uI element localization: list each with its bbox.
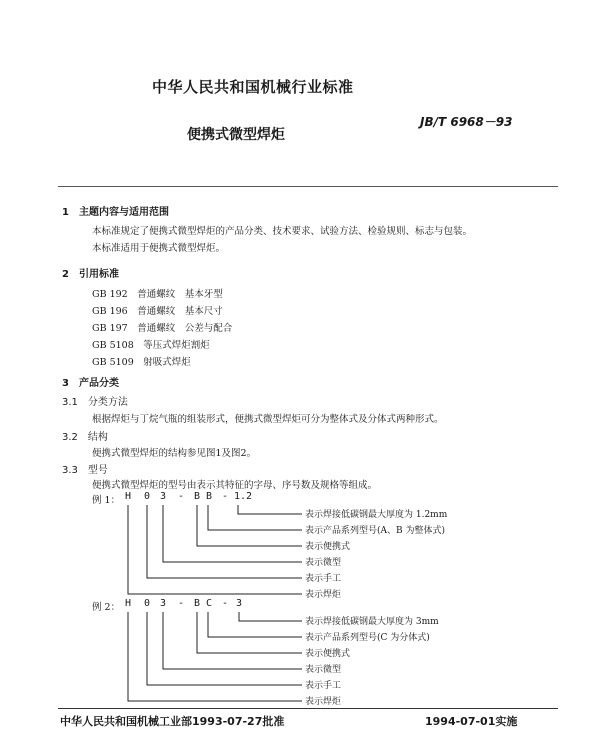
model-code-char: 3 <box>160 598 167 609</box>
leader-line <box>147 505 302 578</box>
section-1-paragraph-2: 本标准适用于便携式微型焊炬。 <box>92 243 226 254</box>
section-3-3-heading: 3.3 型号 <box>62 465 108 476</box>
reference-item: GB 197 普通螺纹 公差与配合 <box>92 323 233 334</box>
leader-line <box>208 612 302 637</box>
model-code-char: 0 <box>144 598 151 609</box>
example-1-prefix: 例 1： <box>92 495 121 506</box>
model-code-char: B <box>206 491 213 502</box>
section-3-2-heading: 3.2 结构 <box>62 432 108 443</box>
leader-line <box>128 505 302 594</box>
example-1-label: 表示焊炬 <box>305 590 342 600</box>
example-2-label: 表示手工 <box>305 681 342 691</box>
section-3-1-heading: 3.1 分类方法 <box>62 397 128 408</box>
model-code-char: - <box>222 598 229 609</box>
leader-line <box>239 612 302 621</box>
example-2-prefix: 例 2： <box>92 602 121 613</box>
leader-line <box>238 505 302 514</box>
model-code-char: 3 <box>160 491 167 502</box>
document-title: 便携式微型焊炬 <box>187 127 285 143</box>
model-code-char: - <box>178 598 185 609</box>
standard-number: JB/T 6968－93 <box>420 115 513 129</box>
model-code-char: 0 <box>144 491 151 502</box>
model-code-char: H <box>125 491 132 502</box>
effective-date: 1994-07-01实施 <box>425 715 518 728</box>
model-code-char: H <box>125 598 132 609</box>
example-1-label: 表示产品系列型号(A、B 为整体式) <box>305 526 445 536</box>
reference-item: GB 5108 等压式焊炬割炬 <box>92 340 210 351</box>
section-3-3-text: 便携式微型焊炬的型号由表示其特征的字母、序号数及规格等组成。 <box>92 480 378 491</box>
example-1-label: 表示便携式 <box>305 542 351 552</box>
reference-item: GB 5109 射吸式焊炬 <box>92 357 191 368</box>
model-code-char: - <box>222 491 229 502</box>
model-code-char: C <box>206 598 213 609</box>
section-3-1-text: 根据焊炬与丁烷气瓶的组装形式，便携式微型焊炬可分为整体式及分体式两种形式。 <box>92 414 444 425</box>
model-code-char: B <box>194 598 201 609</box>
section-2-heading: 2 引用标准 <box>62 269 119 280</box>
section-1-heading: 1 主题内容与适用范围 <box>62 207 169 218</box>
approval-info: 中华人民共和国机械工业部1993-07-27批准 <box>60 715 285 728</box>
reference-item: GB 196 普通螺纹 基本尺寸 <box>92 306 223 317</box>
model-code-char: 3 <box>236 598 243 609</box>
example-1-label: 表示微型 <box>305 558 342 568</box>
example-2-label: 表示产品系列型号(C 为分体式) <box>305 633 430 643</box>
model-code-char: - <box>178 491 185 502</box>
leader-line <box>197 612 302 653</box>
example-2-label: 表示微型 <box>305 665 342 675</box>
example-2-label: 表示便携式 <box>305 649 351 659</box>
leader-line <box>128 612 302 701</box>
footer-divider <box>58 708 558 709</box>
leader-line <box>147 612 302 685</box>
section-1-paragraph-1: 本标准规定了便携式微型焊炬的产品分类、技术要求、试验方法、检验规则、标志与包装。 <box>92 226 473 237</box>
leader-line <box>208 505 302 530</box>
example-2-label: 表示焊炬 <box>305 697 342 707</box>
model-code-char: B <box>194 491 201 502</box>
example-1-label: 表示手工 <box>305 574 342 584</box>
example-1-label: 表示焊接低碳钢最大厚度为 1.2mm <box>305 510 448 520</box>
reference-item: GB 192 普通螺纹 基本牙型 <box>92 289 223 300</box>
leader-line <box>197 505 302 546</box>
section-3-2-text: 便携式微型焊炬的结构参见图1及图2。 <box>92 448 257 459</box>
example-2-label: 表示焊接低碳钢最大厚度为 3mm <box>305 617 439 627</box>
section-3-heading: 3 产品分类 <box>62 378 119 389</box>
issuing-body-title: 中华人民共和国机械行业标准 <box>152 78 354 96</box>
model-code-char: 1.2 <box>234 491 253 502</box>
